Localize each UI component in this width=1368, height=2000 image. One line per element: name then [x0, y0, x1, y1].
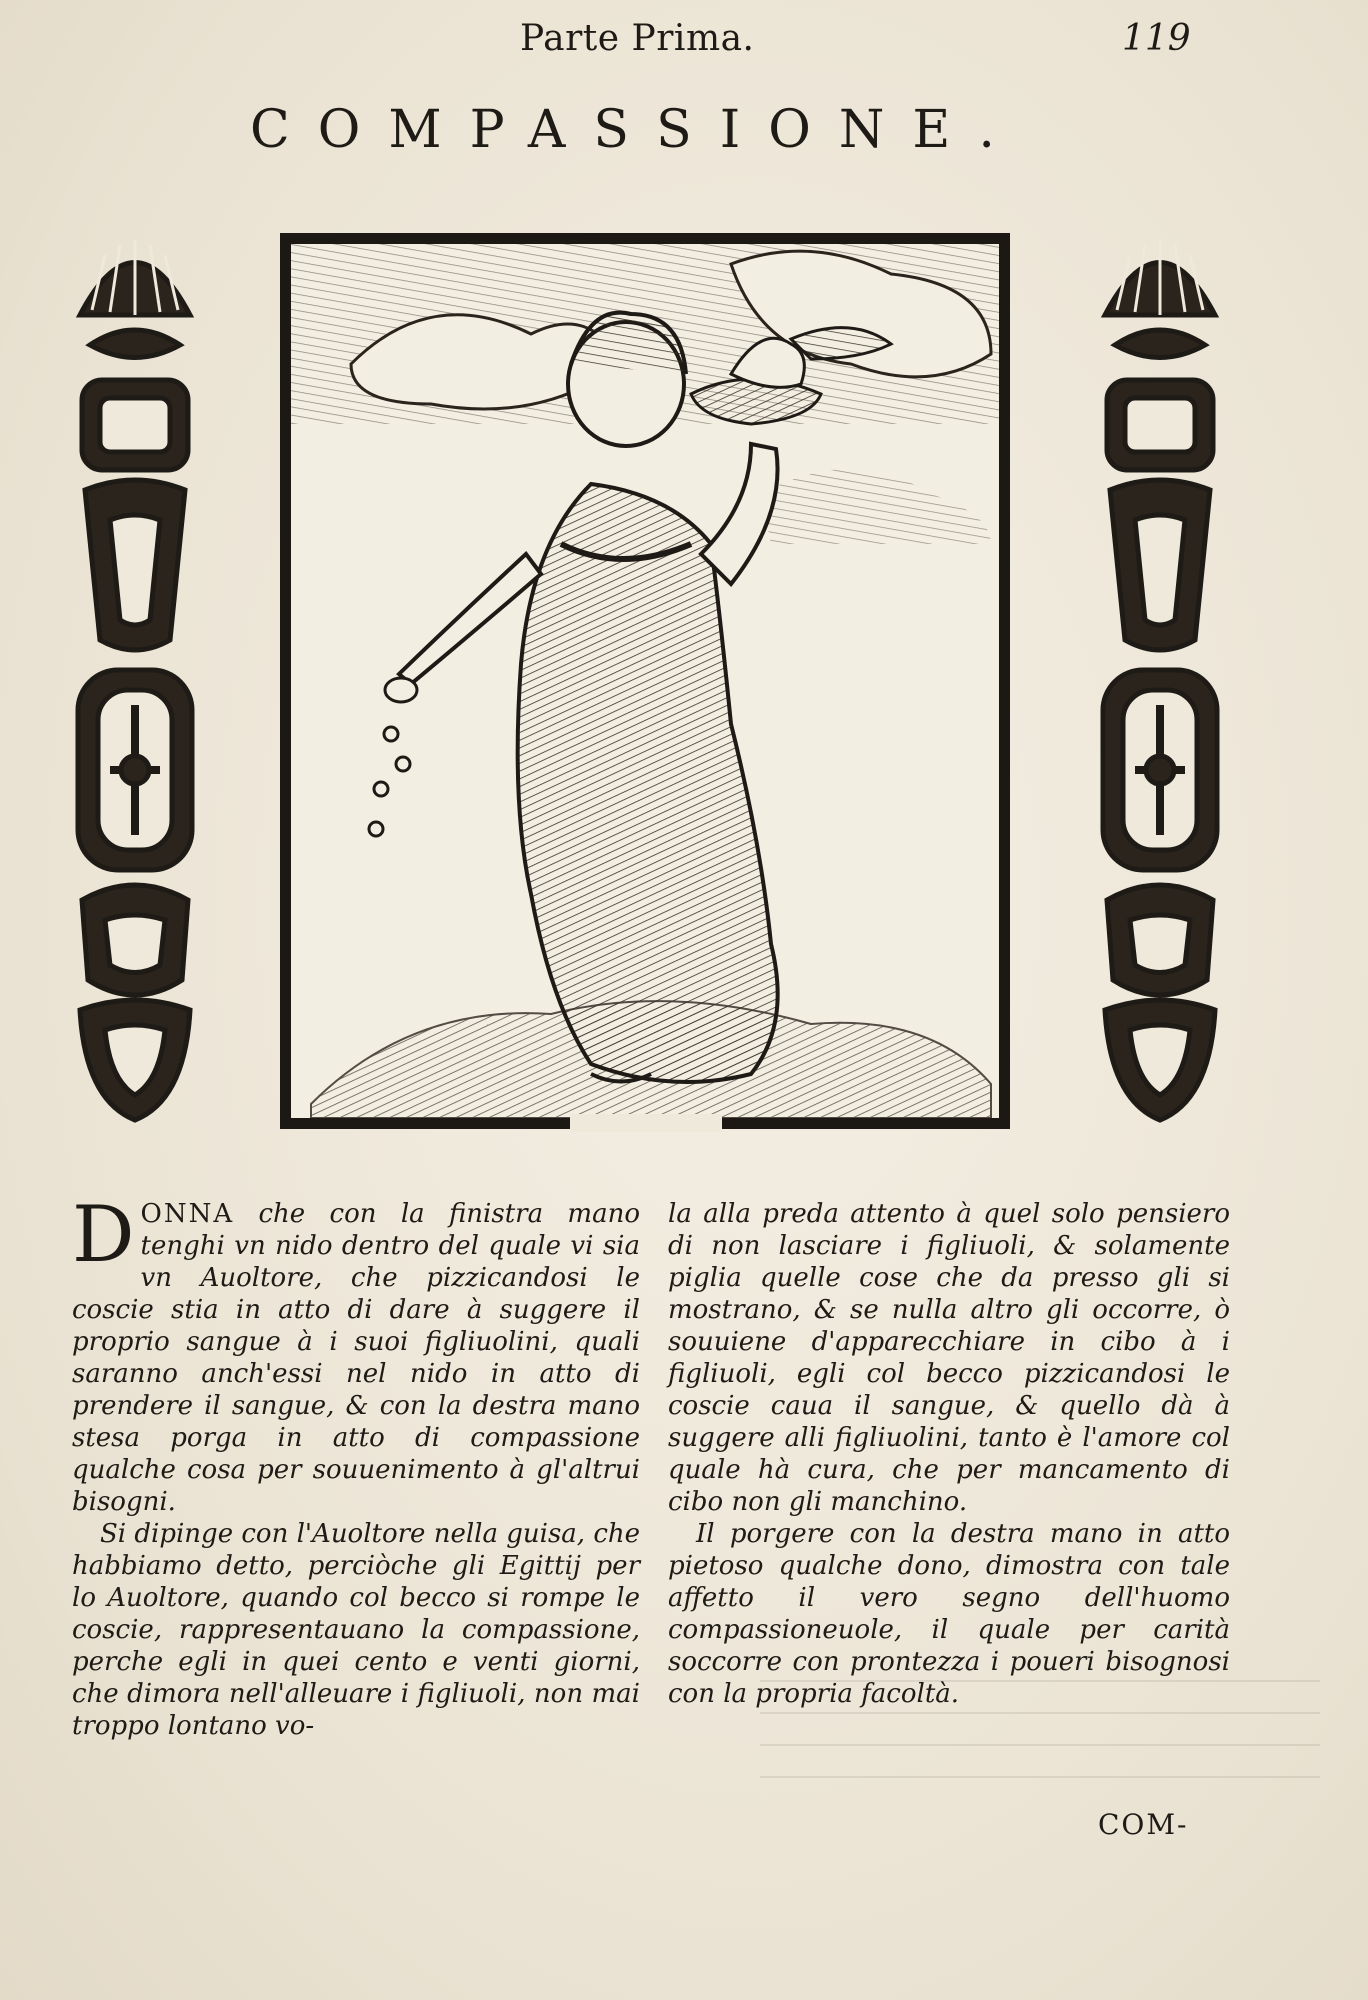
- woodcut-illustration-icon: [280, 233, 1010, 1129]
- chapter-title: COMPASSIONE.: [250, 100, 1023, 160]
- shell-ornament-icon: [70, 220, 200, 1130]
- paragraph: Si dipinge con l'Auoltore nella guisa, che habbiamo detto, perciòche gli Egittij per lo Auoltore, quando col becco si rompe le coscie, rappresentauano la compassione, perche egli in quei cento e venti giorni, che dimora nell'alleuare i figliuoli, non mai troppo lontano vo-: [72, 1519, 641, 1741]
- shell-ornament-icon: [1095, 220, 1225, 1130]
- paragraph: Il porgere con la destra mano in atto pietoso qualche dono, dimostra con tale affetto il vero segno dell'huomo compassioneuole, il quale per carità soccorre con prontezza i poueri bisognosi con la propria facoltà.: [668, 1519, 1230, 1709]
- right-text-column: [668, 1198, 1230, 1710]
- left-text-column: [72, 1190, 641, 1742]
- catchword: COM-: [1098, 1808, 1189, 1841]
- frame-gap: [570, 1114, 722, 1132]
- running-head: Parte Prima.: [520, 18, 755, 59]
- lead-word: ONNA: [140, 1199, 235, 1229]
- drop-cap: D: [72, 1190, 135, 1280]
- paragraph: [72, 1190, 640, 1518]
- show-through-bleed: [760, 1680, 1320, 1790]
- paragraph-text: che con la finistra mano tenghi vn nido dentro del quale vi sia vn Auoltore, che pizzicandosi le coscie stia in atto di dare à suggere il proprio sangue à i suoi figliuolini, quali saranno anch'essi nel nido in atto di prendere il sangue, & con la destra mano stesa porga in atto di compassione qualche cosa per souuenimento à gl'altrui bisogni.: [72, 1199, 640, 1517]
- paragraph: la alla preda attento à quel solo pensiero di non lasciare i figliuoli, & solamente piglia quelle cose che da presso gli si mostrano, & se nulla altro gli occorre, ò souuiene d'apparecchiare in cibo à i figliuoli, egli col becco pizzicandosi le coscie caua il sangue, & quello dà à suggere alli figliuolini, tanto è l'amore col quale hà cura, che per mancamento di cibo non gli manchino.: [668, 1199, 1230, 1517]
- page-number: 119: [1122, 18, 1191, 59]
